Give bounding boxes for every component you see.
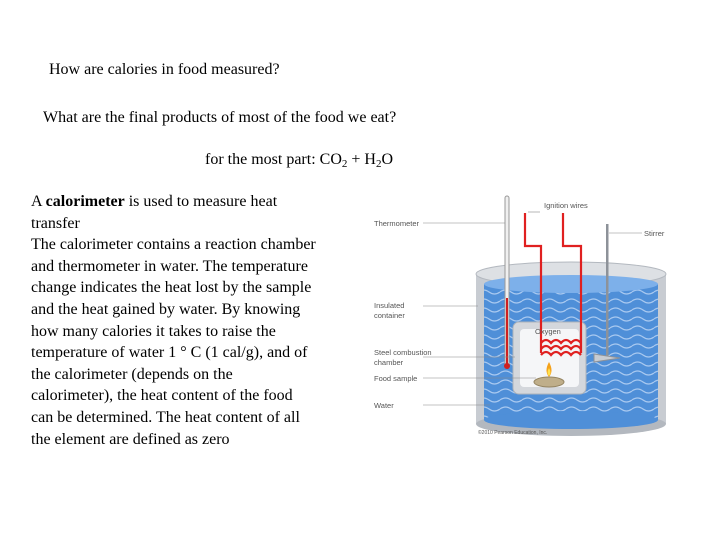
thermometer <box>504 196 510 369</box>
answer-subscript-1: 2 <box>341 158 348 170</box>
label-ignition-wires: Ignition wires <box>544 201 588 210</box>
answer-subscript-2: 2 <box>375 158 382 170</box>
label-steel-chamber-2: chamber <box>374 358 404 367</box>
question-final-products: What are the final products of most of the food we eat? <box>43 109 397 126</box>
label-water: Water <box>374 401 394 410</box>
question-calories: How are calories in food measured? <box>49 61 280 78</box>
calorimeter-description <box>31 191 316 450</box>
calorimeter-diagram <box>368 188 673 438</box>
label-oxygen: Oxygen <box>535 327 561 336</box>
paragraph-1 <box>31 191 316 234</box>
label-insulated-1: Insulated <box>374 301 405 310</box>
label-insulated-2: container <box>374 311 405 320</box>
label-stirrer: Stirrer <box>644 229 665 238</box>
paragraph-2: The calorimeter contains a reaction chamber and thermometer in water. The temperature change indicates the heat lost by the sample and the heat gained by water. By knowing how many calories it takes to raise the temperature of water 1 ° C (1 cal/g), and of the calorimeter (depends on the calorimeter), the heat content of the food can be determined. The heat content of all the element are defined as zero <box>31 236 316 448</box>
paragraph-1-pre: A <box>31 193 46 210</box>
answer-products <box>205 151 393 169</box>
label-food-sample: Food sample <box>374 374 418 383</box>
answer-mid: + H <box>347 151 376 168</box>
label-thermometer: Thermometer <box>374 219 420 228</box>
answer-suffix: O <box>381 151 394 168</box>
label-steel-chamber-1: Steel combustion <box>374 348 432 357</box>
answer-prefix: for the most part: CO <box>205 151 342 168</box>
label-copyright: ©2010 Pearson Education, Inc. <box>478 430 548 436</box>
calorimeter-term: calorimeter <box>45 193 125 210</box>
paragraph-1-post: is used to measure heat transfer <box>31 193 278 232</box>
